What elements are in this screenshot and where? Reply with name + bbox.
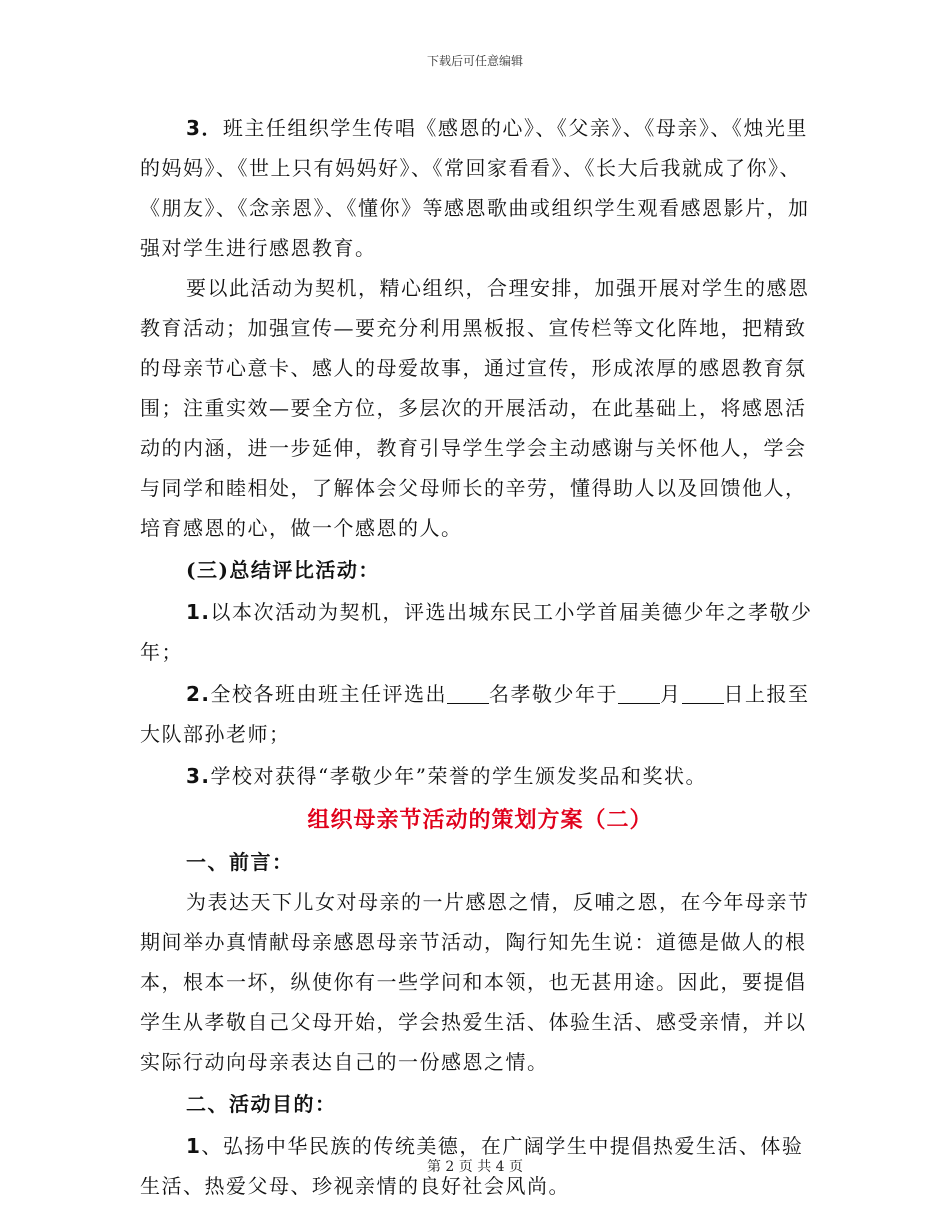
list-item-1 bbox=[140, 592, 820, 672]
item-text: 以本次活动为契机，评选出城东民工小学首届美德少年之孝敬少年； bbox=[140, 600, 813, 664]
fill-in-blank bbox=[618, 702, 660, 704]
item-number: 2. bbox=[186, 682, 211, 706]
list-item-2 bbox=[140, 674, 820, 754]
paragraph-text: 班主任组织学生传唱《感恩的心》、《父亲》、《母亲》、《烛光里的妈妈》、《世上只有妈妈好》、《常回家看看》、《长大后我就成了你》、《朋友》、《念亲恩》、《懂你》等感恩歌曲或组织学生观看感恩影片，加强对学生进行感恩教育。 bbox=[140, 116, 810, 260]
paragraph-promotion: 要以此活动为契机，精心组织，合理安排，加强开展对学生的感恩教育活动；加强宣传—要充分利用黑板报、宣传栏等文化阵地，把精致的母亲节心意卡、感人的母爱故事，通过宣传，形成浓厚的感恩教育氛围；注重实效—要全方位，多层次的开展活动，在此基础上，将感恩活动的内涵，进一步延伸，教育引导学生学会主动感谢与关怀他人，学会与同学和睦相处，了解体会父母师长的辛劳，懂得助人以及回馈他人，培育感恩的心，做一个感恩的人。 bbox=[140, 276, 810, 540]
section-heading-preface: 一、前言： bbox=[186, 850, 294, 874]
item-number: 3． bbox=[186, 116, 223, 140]
page-footer: 第 2 页 共 4 页 bbox=[426, 1159, 524, 1175]
page-header: 下载后可任意编辑 bbox=[426, 54, 523, 68]
document-title: 组织母亲节活动的策划方案（二） bbox=[307, 807, 653, 833]
item-text: 学校对获得“孝敬少年”荣誉的学生颁发奖品和奖状。 bbox=[210, 764, 707, 788]
item-number: 1. bbox=[186, 600, 211, 624]
item-text-part: 月 bbox=[660, 682, 682, 706]
paragraph-song-activity bbox=[140, 108, 820, 268]
item-text: 、弘扬中华民族的传统美德，在广阔学生中提倡热爱生活、体验生活、热爱父母、珍视亲情的良好社会风尚。 bbox=[140, 1134, 804, 1198]
item-text-part: 名孝敬少年于 bbox=[489, 682, 619, 706]
fill-in-blank bbox=[682, 702, 724, 704]
paragraph-preface: 为表达天下儿女对母亲的一片感恩之情，反哺之恩，在今年母亲节期间举办真情献母亲感恩母亲节活动，陶行知先生说：道德是做人的根本，根本一坏，纵使你有一些学问和本领，也无甚用途。因此，要提倡学生从孝敬自己父母开始，学会热爱生活、体验生活、感受亲情，并以实际行动向母亲表达自己的一份感恩之情。 bbox=[140, 890, 810, 1074]
fill-in-blank bbox=[447, 702, 489, 704]
list-item-3 bbox=[140, 756, 820, 796]
document-body bbox=[140, 108, 820, 1206]
section-heading-evaluation: (三)总结评比活动： bbox=[186, 558, 380, 582]
item-text-part: 全校各班由班主任评选出 bbox=[210, 682, 448, 706]
item-text-part: 日上报至大队部孙老师； bbox=[140, 682, 810, 746]
item-number: 1 bbox=[186, 1134, 202, 1158]
section-heading-purpose: 二、活动目的： bbox=[186, 1092, 337, 1116]
item-number: 3. bbox=[186, 764, 211, 788]
